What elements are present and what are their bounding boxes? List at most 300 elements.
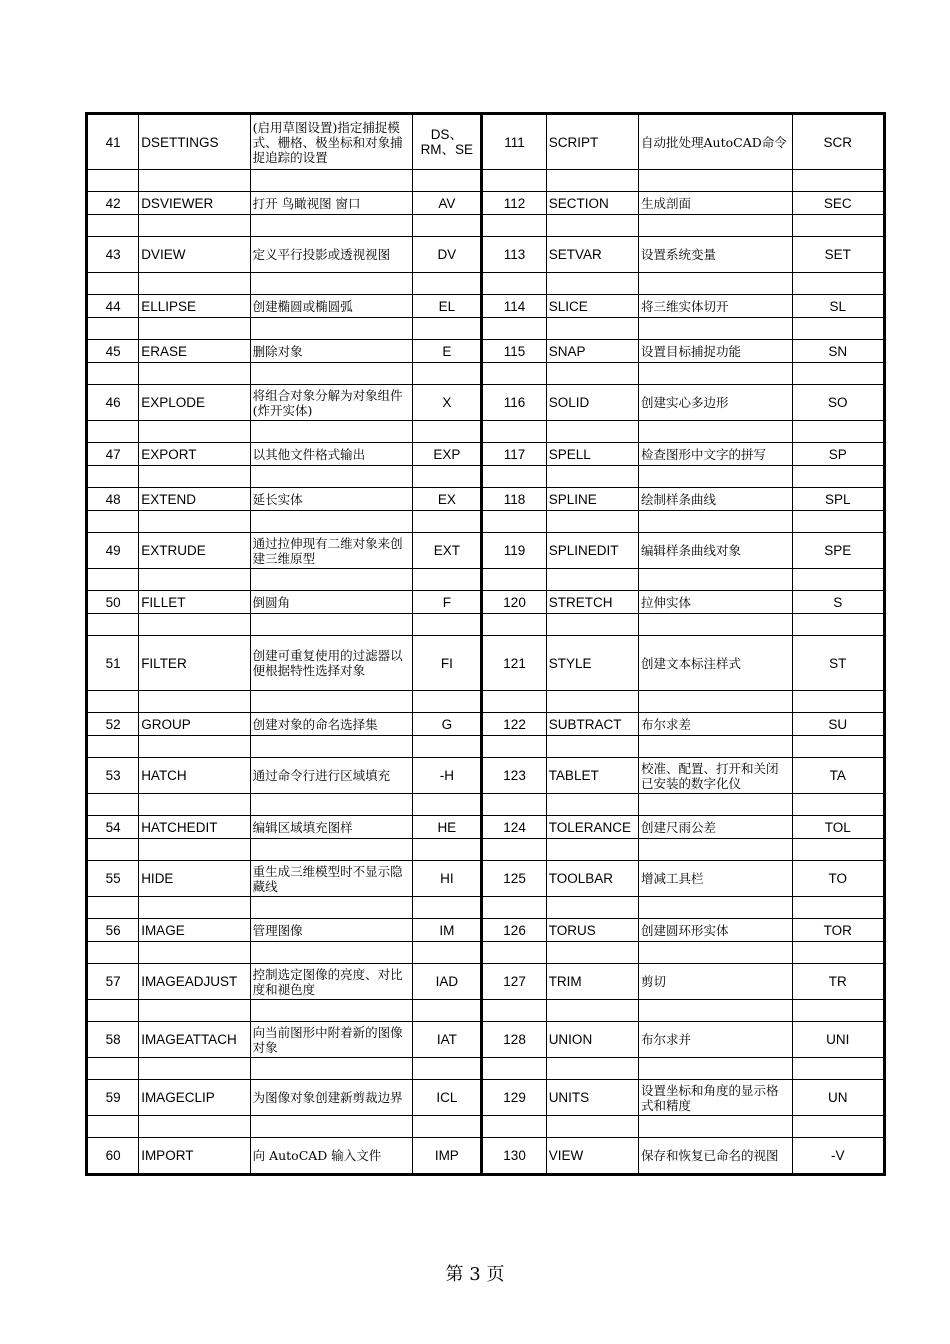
- empty-cell: [87, 273, 139, 295]
- empty-cell: [546, 569, 638, 591]
- empty-cell: [250, 466, 413, 488]
- empty-cell: [482, 839, 546, 861]
- spacer-row: [87, 421, 885, 443]
- command-description: 布尔求差: [639, 713, 793, 736]
- empty-cell: [639, 215, 793, 237]
- empty-cell: [792, 170, 884, 192]
- command-name: IMAGE: [139, 919, 250, 942]
- empty-cell: [546, 1116, 638, 1138]
- spacer-row: [87, 1000, 885, 1022]
- empty-cell: [139, 1116, 250, 1138]
- empty-cell: [87, 691, 139, 713]
- empty-cell: [546, 215, 638, 237]
- command-description: 向 AutoCAD 输入文件: [250, 1138, 413, 1175]
- table-row: [87, 488, 885, 511]
- command-description: 拉伸实体: [639, 591, 793, 614]
- empty-cell: [546, 1000, 638, 1022]
- empty-cell: [482, 1116, 546, 1138]
- table-row: [87, 533, 885, 569]
- command-name: SECTION: [546, 192, 638, 215]
- table-row: [87, 1022, 885, 1058]
- command-name: TOLERANCE: [546, 816, 638, 839]
- command-name: DVIEW: [139, 237, 250, 273]
- row-number: 116: [482, 385, 546, 421]
- empty-cell: [139, 897, 250, 919]
- command-name: HIDE: [139, 861, 250, 897]
- empty-cell: [546, 1058, 638, 1080]
- empty-cell: [139, 614, 250, 636]
- row-number: 58: [87, 1022, 139, 1058]
- empty-cell: [250, 1058, 413, 1080]
- command-alias: TOR: [792, 919, 884, 942]
- command-table: [85, 112, 886, 1176]
- command-description: 为图像对象创建新剪裁边界: [250, 1080, 413, 1116]
- empty-cell: [546, 794, 638, 816]
- empty-cell: [250, 897, 413, 919]
- command-alias: -V: [792, 1138, 884, 1175]
- table-row: [87, 1080, 885, 1116]
- table-row: [87, 114, 885, 170]
- command-description: 设置目标捕捉功能: [639, 340, 793, 363]
- empty-cell: [413, 569, 482, 591]
- empty-cell: [482, 466, 546, 488]
- row-number: 56: [87, 919, 139, 942]
- empty-cell: [639, 170, 793, 192]
- command-name: SNAP: [546, 340, 638, 363]
- empty-cell: [87, 466, 139, 488]
- command-alias: F: [413, 591, 482, 614]
- empty-cell: [792, 839, 884, 861]
- empty-cell: [87, 421, 139, 443]
- spacer-row: [87, 511, 885, 533]
- command-description: 校准、配置、打开和关闭已安装的数字化仪: [639, 758, 793, 794]
- empty-cell: [139, 466, 250, 488]
- empty-cell: [482, 215, 546, 237]
- empty-cell: [482, 569, 546, 591]
- command-name: SPELL: [546, 443, 638, 466]
- row-number: 49: [87, 533, 139, 569]
- command-name: TRIM: [546, 964, 638, 1000]
- empty-cell: [639, 1116, 793, 1138]
- command-alias: S: [792, 591, 884, 614]
- empty-cell: [250, 511, 413, 533]
- empty-cell: [139, 794, 250, 816]
- row-number: 121: [482, 636, 546, 691]
- empty-cell: [546, 466, 638, 488]
- row-number: 130: [482, 1138, 546, 1175]
- command-name: STRETCH: [546, 591, 638, 614]
- empty-cell: [87, 839, 139, 861]
- command-description: 将组合对象分解为对象组件(炸开实体): [250, 385, 413, 421]
- spacer-row: [87, 363, 885, 385]
- row-number: 120: [482, 591, 546, 614]
- empty-cell: [546, 318, 638, 340]
- command-description: 创建对象的命名选择集: [250, 713, 413, 736]
- empty-cell: [250, 839, 413, 861]
- row-number: 111: [482, 114, 546, 170]
- command-description: (启用草图设置)指定捕捉模式、栅格、极坐标和对象捕捉追踪的设置: [250, 114, 413, 170]
- command-alias: ST: [792, 636, 884, 691]
- table-row: [87, 340, 885, 363]
- command-alias: SET: [792, 237, 884, 273]
- command-alias: AV: [413, 192, 482, 215]
- command-description: 创建圆环形实体: [639, 919, 793, 942]
- empty-cell: [482, 318, 546, 340]
- command-alias: SU: [792, 713, 884, 736]
- empty-cell: [250, 421, 413, 443]
- empty-cell: [482, 897, 546, 919]
- command-description: 创建尺雨公差: [639, 816, 793, 839]
- empty-cell: [482, 511, 546, 533]
- table-row: [87, 758, 885, 794]
- command-alias: UNI: [792, 1022, 884, 1058]
- empty-cell: [482, 273, 546, 295]
- empty-cell: [139, 1058, 250, 1080]
- empty-cell: [482, 1000, 546, 1022]
- empty-cell: [792, 421, 884, 443]
- empty-cell: [639, 614, 793, 636]
- page-number: 第 3 页: [445, 1264, 505, 1285]
- table-row: [87, 385, 885, 421]
- table-row: [87, 919, 885, 942]
- empty-cell: [792, 794, 884, 816]
- command-alias: DS、RM、SE: [413, 114, 482, 170]
- empty-cell: [482, 363, 546, 385]
- command-name: IMAGEATTACH: [139, 1022, 250, 1058]
- empty-cell: [87, 511, 139, 533]
- row-number: 119: [482, 533, 546, 569]
- empty-cell: [250, 614, 413, 636]
- command-name: STYLE: [546, 636, 638, 691]
- command-alias: HI: [413, 861, 482, 897]
- empty-cell: [87, 1116, 139, 1138]
- command-description: 管理图像: [250, 919, 413, 942]
- empty-cell: [792, 511, 884, 533]
- command-description: 创建可重复使用的过滤器以便根据特性选择对象: [250, 636, 413, 691]
- spacer-row: [87, 170, 885, 192]
- command-description: 创建实心多边形: [639, 385, 793, 421]
- command-description: 将三维实体切开: [639, 295, 793, 318]
- spacer-row: [87, 318, 885, 340]
- row-number: 123: [482, 758, 546, 794]
- command-alias: EXP: [413, 443, 482, 466]
- empty-cell: [639, 897, 793, 919]
- command-name: TORUS: [546, 919, 638, 942]
- command-name: EXPLODE: [139, 385, 250, 421]
- empty-cell: [139, 691, 250, 713]
- spacer-row: [87, 273, 885, 295]
- command-description: 生成剖面: [639, 192, 793, 215]
- row-number: 129: [482, 1080, 546, 1116]
- empty-cell: [413, 363, 482, 385]
- command-description: 删除对象: [250, 340, 413, 363]
- command-description: 控制选定图像的亮度、对比度和褪色度: [250, 964, 413, 1000]
- empty-cell: [139, 318, 250, 340]
- command-name: SPLINEDIT: [546, 533, 638, 569]
- empty-cell: [139, 942, 250, 964]
- command-alias: IAD: [413, 964, 482, 1000]
- empty-cell: [250, 273, 413, 295]
- command-name: EXPORT: [139, 443, 250, 466]
- row-number: 113: [482, 237, 546, 273]
- command-alias: SP: [792, 443, 884, 466]
- empty-cell: [413, 839, 482, 861]
- command-description: 以其他文件格式输出: [250, 443, 413, 466]
- spacer-row: [87, 942, 885, 964]
- table-row: [87, 1138, 885, 1175]
- row-number: 52: [87, 713, 139, 736]
- command-alias: TA: [792, 758, 884, 794]
- command-name: SUBTRACT: [546, 713, 638, 736]
- spacer-row: [87, 466, 885, 488]
- command-description: 保存和恢复已命名的视图: [639, 1138, 793, 1175]
- empty-cell: [139, 421, 250, 443]
- empty-cell: [792, 363, 884, 385]
- empty-cell: [792, 569, 884, 591]
- empty-cell: [546, 839, 638, 861]
- command-alias: SCR: [792, 114, 884, 170]
- empty-cell: [639, 1000, 793, 1022]
- command-alias: IM: [413, 919, 482, 942]
- empty-cell: [413, 466, 482, 488]
- command-name: SCRIPT: [546, 114, 638, 170]
- command-description: 倒圆角: [250, 591, 413, 614]
- command-alias: TO: [792, 861, 884, 897]
- spacer-row: [87, 794, 885, 816]
- row-number: 46: [87, 385, 139, 421]
- empty-cell: [639, 363, 793, 385]
- command-name: UNION: [546, 1022, 638, 1058]
- row-number: 57: [87, 964, 139, 1000]
- empty-cell: [546, 511, 638, 533]
- empty-cell: [792, 1116, 884, 1138]
- row-number: 42: [87, 192, 139, 215]
- empty-cell: [792, 897, 884, 919]
- empty-cell: [482, 170, 546, 192]
- command-name: ELLIPSE: [139, 295, 250, 318]
- row-number: 60: [87, 1138, 139, 1175]
- row-number: 125: [482, 861, 546, 897]
- row-number: 45: [87, 340, 139, 363]
- row-number: 47: [87, 443, 139, 466]
- empty-cell: [413, 1000, 482, 1022]
- empty-cell: [482, 794, 546, 816]
- empty-cell: [87, 736, 139, 758]
- empty-cell: [250, 215, 413, 237]
- table-row: [87, 861, 885, 897]
- empty-cell: [413, 1058, 482, 1080]
- empty-cell: [139, 511, 250, 533]
- empty-cell: [792, 736, 884, 758]
- empty-cell: [792, 273, 884, 295]
- spacer-row: [87, 614, 885, 636]
- empty-cell: [482, 942, 546, 964]
- command-name: FILLET: [139, 591, 250, 614]
- empty-cell: [413, 421, 482, 443]
- empty-cell: [139, 273, 250, 295]
- command-alias: FI: [413, 636, 482, 691]
- command-name: SPLINE: [546, 488, 638, 511]
- empty-cell: [250, 736, 413, 758]
- empty-cell: [413, 273, 482, 295]
- empty-cell: [546, 736, 638, 758]
- table-row: [87, 295, 885, 318]
- empty-cell: [792, 1058, 884, 1080]
- row-number: 117: [482, 443, 546, 466]
- empty-cell: [546, 363, 638, 385]
- empty-cell: [792, 691, 884, 713]
- table-row: [87, 636, 885, 691]
- empty-cell: [546, 273, 638, 295]
- row-number: 128: [482, 1022, 546, 1058]
- command-description: 布尔求并: [639, 1022, 793, 1058]
- command-description: 通过拉伸现有二维对象来创建三维原型: [250, 533, 413, 569]
- command-alias: DV: [413, 237, 482, 273]
- empty-cell: [250, 569, 413, 591]
- row-number: 114: [482, 295, 546, 318]
- command-name: SOLID: [546, 385, 638, 421]
- command-name: DSETTINGS: [139, 114, 250, 170]
- command-alias: IMP: [413, 1138, 482, 1175]
- empty-cell: [792, 614, 884, 636]
- command-alias: X: [413, 385, 482, 421]
- empty-cell: [482, 691, 546, 713]
- empty-cell: [87, 569, 139, 591]
- command-name: GROUP: [139, 713, 250, 736]
- row-number: 112: [482, 192, 546, 215]
- empty-cell: [482, 1058, 546, 1080]
- command-alias: SL: [792, 295, 884, 318]
- command-description: 编辑区域填充图样: [250, 816, 413, 839]
- empty-cell: [139, 363, 250, 385]
- empty-cell: [139, 569, 250, 591]
- row-number: 50: [87, 591, 139, 614]
- empty-cell: [639, 691, 793, 713]
- command-description: 绘制样条曲线: [639, 488, 793, 511]
- command-name: TOOLBAR: [546, 861, 638, 897]
- empty-cell: [87, 363, 139, 385]
- spacer-row: [87, 691, 885, 713]
- spacer-row: [87, 839, 885, 861]
- row-number: 122: [482, 713, 546, 736]
- command-alias: -H: [413, 758, 482, 794]
- command-alias: IAT: [413, 1022, 482, 1058]
- empty-cell: [639, 569, 793, 591]
- row-number: 44: [87, 295, 139, 318]
- row-number: 127: [482, 964, 546, 1000]
- command-alias: EXT: [413, 533, 482, 569]
- command-name: IMAGEADJUST: [139, 964, 250, 1000]
- empty-cell: [482, 614, 546, 636]
- empty-cell: [87, 215, 139, 237]
- empty-cell: [639, 794, 793, 816]
- command-alias: ICL: [413, 1080, 482, 1116]
- empty-cell: [87, 897, 139, 919]
- empty-cell: [250, 1116, 413, 1138]
- empty-cell: [639, 942, 793, 964]
- spacer-row: [87, 736, 885, 758]
- empty-cell: [87, 1000, 139, 1022]
- spacer-row: [87, 1058, 885, 1080]
- command-alias: EL: [413, 295, 482, 318]
- empty-cell: [250, 318, 413, 340]
- table-row: [87, 192, 885, 215]
- empty-cell: [792, 215, 884, 237]
- empty-cell: [413, 511, 482, 533]
- empty-cell: [639, 421, 793, 443]
- row-number: 118: [482, 488, 546, 511]
- command-name: VIEW: [546, 1138, 638, 1175]
- command-description: 剪切: [639, 964, 793, 1000]
- empty-cell: [546, 691, 638, 713]
- empty-cell: [413, 897, 482, 919]
- command-name: ERASE: [139, 340, 250, 363]
- row-number: 55: [87, 861, 139, 897]
- command-name: EXTRUDE: [139, 533, 250, 569]
- empty-cell: [250, 942, 413, 964]
- empty-cell: [250, 363, 413, 385]
- empty-cell: [413, 215, 482, 237]
- command-description: 设置系统变量: [639, 237, 793, 273]
- command-name: TABLET: [546, 758, 638, 794]
- empty-cell: [639, 1058, 793, 1080]
- empty-cell: [792, 318, 884, 340]
- empty-cell: [413, 942, 482, 964]
- row-number: 54: [87, 816, 139, 839]
- command-alias: EX: [413, 488, 482, 511]
- row-number: 124: [482, 816, 546, 839]
- row-number: 48: [87, 488, 139, 511]
- command-alias: HE: [413, 816, 482, 839]
- command-name: IMAGECLIP: [139, 1080, 250, 1116]
- command-description: 创建椭圆或椭圆弧: [250, 295, 413, 318]
- command-name: HATCH: [139, 758, 250, 794]
- command-alias: SEC: [792, 192, 884, 215]
- empty-cell: [639, 511, 793, 533]
- empty-cell: [639, 273, 793, 295]
- empty-cell: [482, 736, 546, 758]
- command-name: DSVIEWER: [139, 192, 250, 215]
- command-description: 编辑样条曲线对象: [639, 533, 793, 569]
- empty-cell: [639, 839, 793, 861]
- row-number: 59: [87, 1080, 139, 1116]
- table-row: [87, 591, 885, 614]
- command-alias: TR: [792, 964, 884, 1000]
- command-name: UNITS: [546, 1080, 638, 1116]
- empty-cell: [250, 794, 413, 816]
- command-description: 通过命令行进行区域填充: [250, 758, 413, 794]
- empty-cell: [546, 170, 638, 192]
- command-alias: SO: [792, 385, 884, 421]
- table-row: [87, 713, 885, 736]
- empty-cell: [139, 170, 250, 192]
- empty-cell: [546, 897, 638, 919]
- empty-cell: [250, 1000, 413, 1022]
- table-row: [87, 443, 885, 466]
- command-name: HATCHEDIT: [139, 816, 250, 839]
- row-number: 41: [87, 114, 139, 170]
- empty-cell: [413, 170, 482, 192]
- command-alias: TOL: [792, 816, 884, 839]
- empty-cell: [87, 942, 139, 964]
- empty-cell: [792, 1000, 884, 1022]
- command-description: 向当前图形中附着新的图像对象: [250, 1022, 413, 1058]
- empty-cell: [639, 736, 793, 758]
- empty-cell: [792, 466, 884, 488]
- empty-cell: [546, 421, 638, 443]
- spacer-row: [87, 215, 885, 237]
- row-number: 43: [87, 237, 139, 273]
